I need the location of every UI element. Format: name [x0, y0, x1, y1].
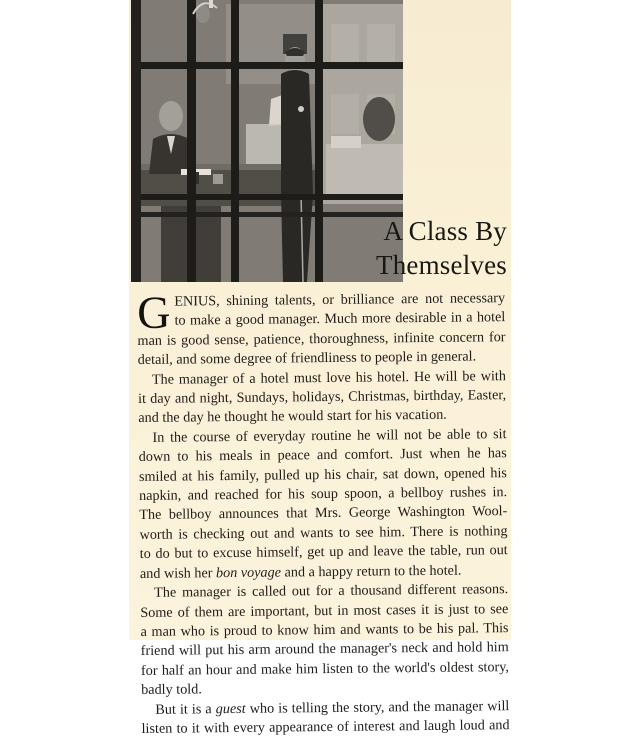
text-line: man is good sense, patience, thoroughness, infinite concern for [137, 328, 506, 349]
text-line: and the day he thought he would start for his vacation. [138, 407, 447, 427]
text-line: The bellboy announces that Mrs. George Washington Wool- [139, 503, 508, 524]
title-line-1: A Class By [383, 216, 507, 246]
text-line: The manager is called out for a thousand different reasons. [154, 581, 509, 601]
text-line: for half an hour and make him listen to the world's oldest story, [140, 658, 510, 679]
text-line: to make a good manager. Much more desirable in a hotel [174, 309, 506, 330]
italic-phrase: bon voyage [215, 564, 282, 581]
text-fragment: and wish her [139, 564, 217, 582]
text-fragment: who is telling the story, and the manager will [245, 697, 510, 717]
text-line: to do but to excuse himself, get up and leave the table, run out [139, 542, 508, 563]
title-line-2: Themselves [376, 250, 507, 280]
text-fragment: But it is a [155, 700, 216, 718]
text-line: detail, and some degree of friendliness to people in general. [137, 348, 477, 369]
text-line: ENIUS, shining talents, or brilliance are not necessary [174, 290, 506, 310]
text-line: In the course of everyday routine he will not be able to sit [152, 425, 507, 446]
text-line: napkin, and reached for his soup spoon, a bellboy rushes in. [139, 484, 508, 505]
article-title [375, 214, 507, 282]
text-fragment: and a happy return to the hotel. [280, 562, 462, 581]
book-page [129, 0, 511, 737]
text-line: badly told. [141, 681, 202, 699]
text-line: it day and night, Sundays, holidays, Christmas, birthday, Easter, [138, 387, 507, 408]
text-line: a man who is proud to know him and wants to be his pal. This [140, 620, 509, 640]
paragraph-5 [141, 697, 509, 739]
text-line: smiled at his family, pulled up his chair, sat down, opened his [138, 464, 507, 485]
paragraph-4 [140, 580, 509, 700]
italic-word: guest [215, 700, 246, 717]
text-line: friend will put his arm around the manager's neck and hold him [140, 639, 509, 660]
article-body [136, 286, 510, 739]
circular-photo [131, 0, 403, 282]
text-line: listen to it with every appearance of interest and laugh loud and [141, 717, 510, 737]
paragraph-3 [138, 425, 508, 584]
drop-cap: G [136, 286, 171, 338]
text-line: worth is checking out and wants to see him. There is nothing [139, 523, 508, 543]
text-line: Some of them are important, but in most cases it is just to see [140, 600, 509, 621]
text-line: down to his meals in peace and comfort. Just when he has [138, 445, 507, 466]
paragraph-2 [138, 367, 507, 429]
text-line: The manager of a hotel must love his hotel. He will be with [151, 367, 506, 388]
photo-illustration [131, 0, 403, 282]
paragraph-1 [136, 286, 506, 338]
